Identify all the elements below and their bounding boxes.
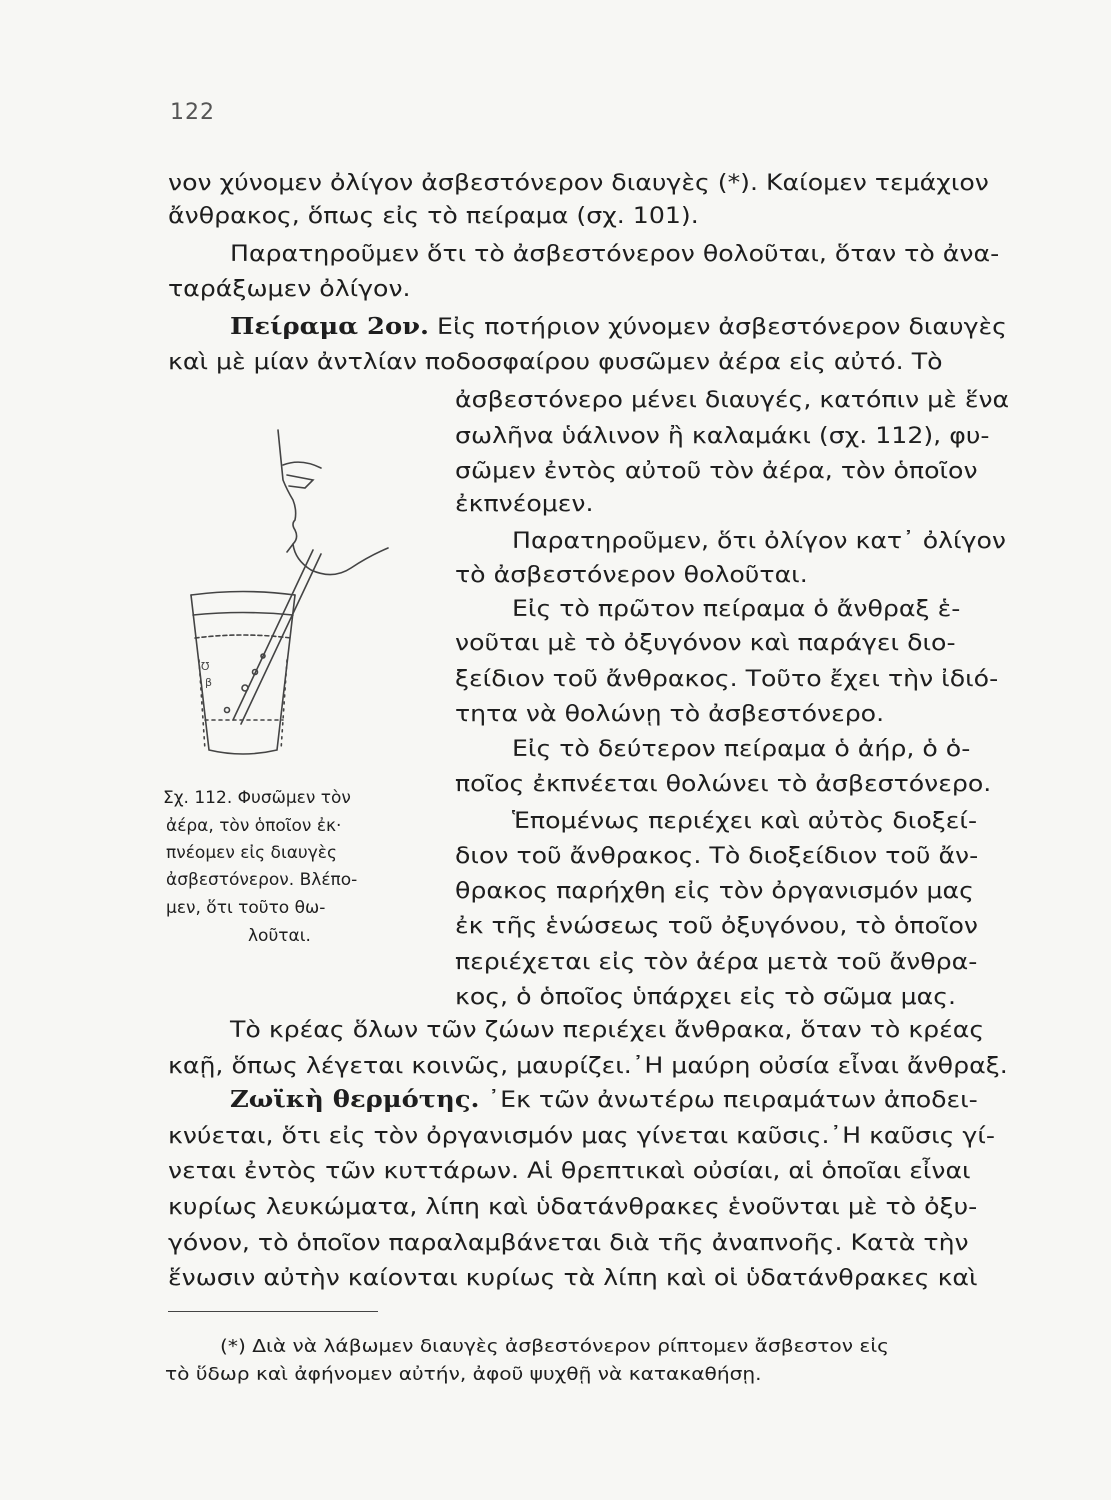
text-line: κυρίως λευκώματα, λίπη καὶ ὑδατάνθρακες ἑνοῦνται μὲ τὸ ὀξυ-: [168, 1194, 978, 1220]
text-span: ᾽Εκ τῶν ἀνωτέρω πειραμάτων ἀποδει-: [479, 1087, 978, 1113]
svg-text:β: β: [205, 676, 213, 689]
caption-line: ἀσβεστόνερον. Βλέπο-: [166, 870, 358, 890]
page-number: 122: [170, 100, 215, 125]
text-line: [230, 1088, 978, 1112]
text-line: Ἑπομένως περιέχει καὶ αὐτὸς διοξεί-: [512, 808, 978, 834]
text-line: Παρατηροῦμεν, ὅτι ὀλίγον κατ᾽ ὀλίγον: [512, 528, 1006, 554]
text-line: τὸ ἀσβεστόνερον θολοῦται.: [455, 562, 808, 588]
text-line: Εἰς τὸ πρῶτον πείραμα ὁ ἄνθραξ ἑ-: [512, 596, 961, 622]
text-line: ποῖος ἐκπνέεται θολώνει τὸ ἀσβεστόνερο.: [455, 771, 992, 797]
text-line: ἄνθρακος, ὅπως εἰς τὸ πείραμα (σχ. 101).: [168, 203, 699, 229]
text-line: διον τοῦ ἄνθρακος. Τὸ διοξείδιον τοῦ ἄν-: [455, 843, 979, 869]
caption-line: λοῦται.: [248, 926, 311, 946]
text-line: ταράξωμεν ὀλίγον.: [168, 276, 411, 302]
svg-text:Ʊ: Ʊ: [201, 660, 210, 673]
text-line: κος, ὁ ὁποῖος ὑπάρχει εἰς τὸ σῶμα μας.: [455, 984, 957, 1010]
text-line: ἀσβεστόνερο μένει διαυγές, κατόπιν μὲ ἕνα: [455, 387, 1010, 413]
text-line: [230, 315, 1007, 339]
text-span: Εἰς ποτήριον χύνομεν ἀσβεστόνερον διαυγὲς: [429, 314, 1007, 340]
text-line: ἕνωσιν αὐτὴν καίονται κυρίως τὰ λίπη καὶ οἱ ὑδατάνθρακες καὶ: [168, 1265, 978, 1291]
text-line: ξείδιον τοῦ ἄνθρακος. Τοῦτο ἔχει τὴν ἰδιό-: [455, 666, 999, 692]
footnote-line: (*) Διὰ νὰ λάβωμεν διαυγὲς ἀσβεστόνερον ρίπτομεν ἄσβεστον εἰς: [220, 1336, 889, 1357]
caption-line: Σχ. 112. Φυσῶμεν τὸν: [163, 788, 351, 808]
text-line: γόνον, τὸ ὁποῖον παραλαμβάνεται διὰ τῆς ἀναπνοῆς. Κατὰ τὴν: [168, 1230, 969, 1256]
text-line: Τὸ κρέας ὅλων τῶν ζώων περιέχει ἄνθρακα, ὅταν τὸ κρέας: [230, 1017, 985, 1043]
caption-line: πνέομεν εἰς διαυγὲς: [166, 843, 337, 863]
text-line: καὶ μὲ μίαν ἀντλίαν ποδοσφαίρου φυσῶμεν ἀέρα εἰς αὐτό. Τὸ: [168, 349, 943, 375]
footnote-divider: [168, 1311, 378, 1312]
text-line: ἐκ τῆς ἑνώσεως τοῦ ὀξυγόνου, τὸ ὁποῖον: [455, 913, 979, 939]
text-line: Εἰς τὸ δεύτερον πείραμα ὁ ἀήρ, ὁ ὁ-: [512, 736, 971, 762]
text-line: τητα νὰ θολώνῃ τὸ ἀσβεστόνερο.: [455, 701, 885, 727]
footnote-line: τὸ ὕδωρ καὶ ἀφήνομεν αὐτήν, ἀφοῦ ψυχθῇ νὰ κατακαθήσῃ.: [165, 1364, 762, 1385]
text-line: νοῦται μὲ τὸ ὀξυγόνον καὶ παράγει διο-: [455, 630, 956, 656]
text-line: Παρατηροῦμεν ὅτι τὸ ἀσβεστόνερον θολοῦται, ὅταν τὸ ἀνα-: [230, 241, 1000, 267]
section-heading: Ζωϊκὴ θερμότης.: [230, 1086, 480, 1113]
caption-line: μεν, ὅτι τοῦτο θω-: [166, 898, 326, 918]
text-line: νεται ἐντὸς τῶν κυττάρων. Αἱ θρεπτικαὶ οὐσίαι, αἱ ὁποῖαι εἶναι: [168, 1158, 971, 1184]
figure-straw-glass-icon: [183, 420, 413, 760]
text-line: περιέχεται εἰς τὸν ἀέρα μετὰ τοῦ ἄνθρα-: [455, 949, 978, 975]
text-line: σῶμεν ἐντὸς αὐτοῦ τὸν ἀέρα, τὸν ὁποῖον: [455, 458, 978, 484]
text-line: θρακος παρήχθη εἰς τὸν ὀργανισμόν μας: [455, 878, 974, 904]
caption-line: ἀέρα, τὸν ὁποῖον ἐκ·: [166, 816, 342, 836]
text-line: κνύεται, ὅτι εἰς τὸν ὀργανισμόν μας γίνεται καῦσις.᾽Η καῦσις γί-: [168, 1123, 995, 1149]
text-line: ἐκπνέομεν.: [455, 491, 594, 517]
section-heading: Πείραμα 2ον.: [230, 313, 430, 340]
text-line: σωλῆνα ὑάλινον ἢ καλαμάκι (σχ. 112), φυ-: [455, 423, 990, 449]
text-line: καῇ, ὅπως λέγεται κοινῶς, μαυρίζει.᾽Η μαύρη οὐσία εἶναι ἄνθραξ.: [168, 1053, 1008, 1079]
text-line: νον χύνομεν ὀλίγον ἀσβεστόνερον διαυγὲς (*). Καίομεν τεμάχιον: [168, 170, 989, 196]
